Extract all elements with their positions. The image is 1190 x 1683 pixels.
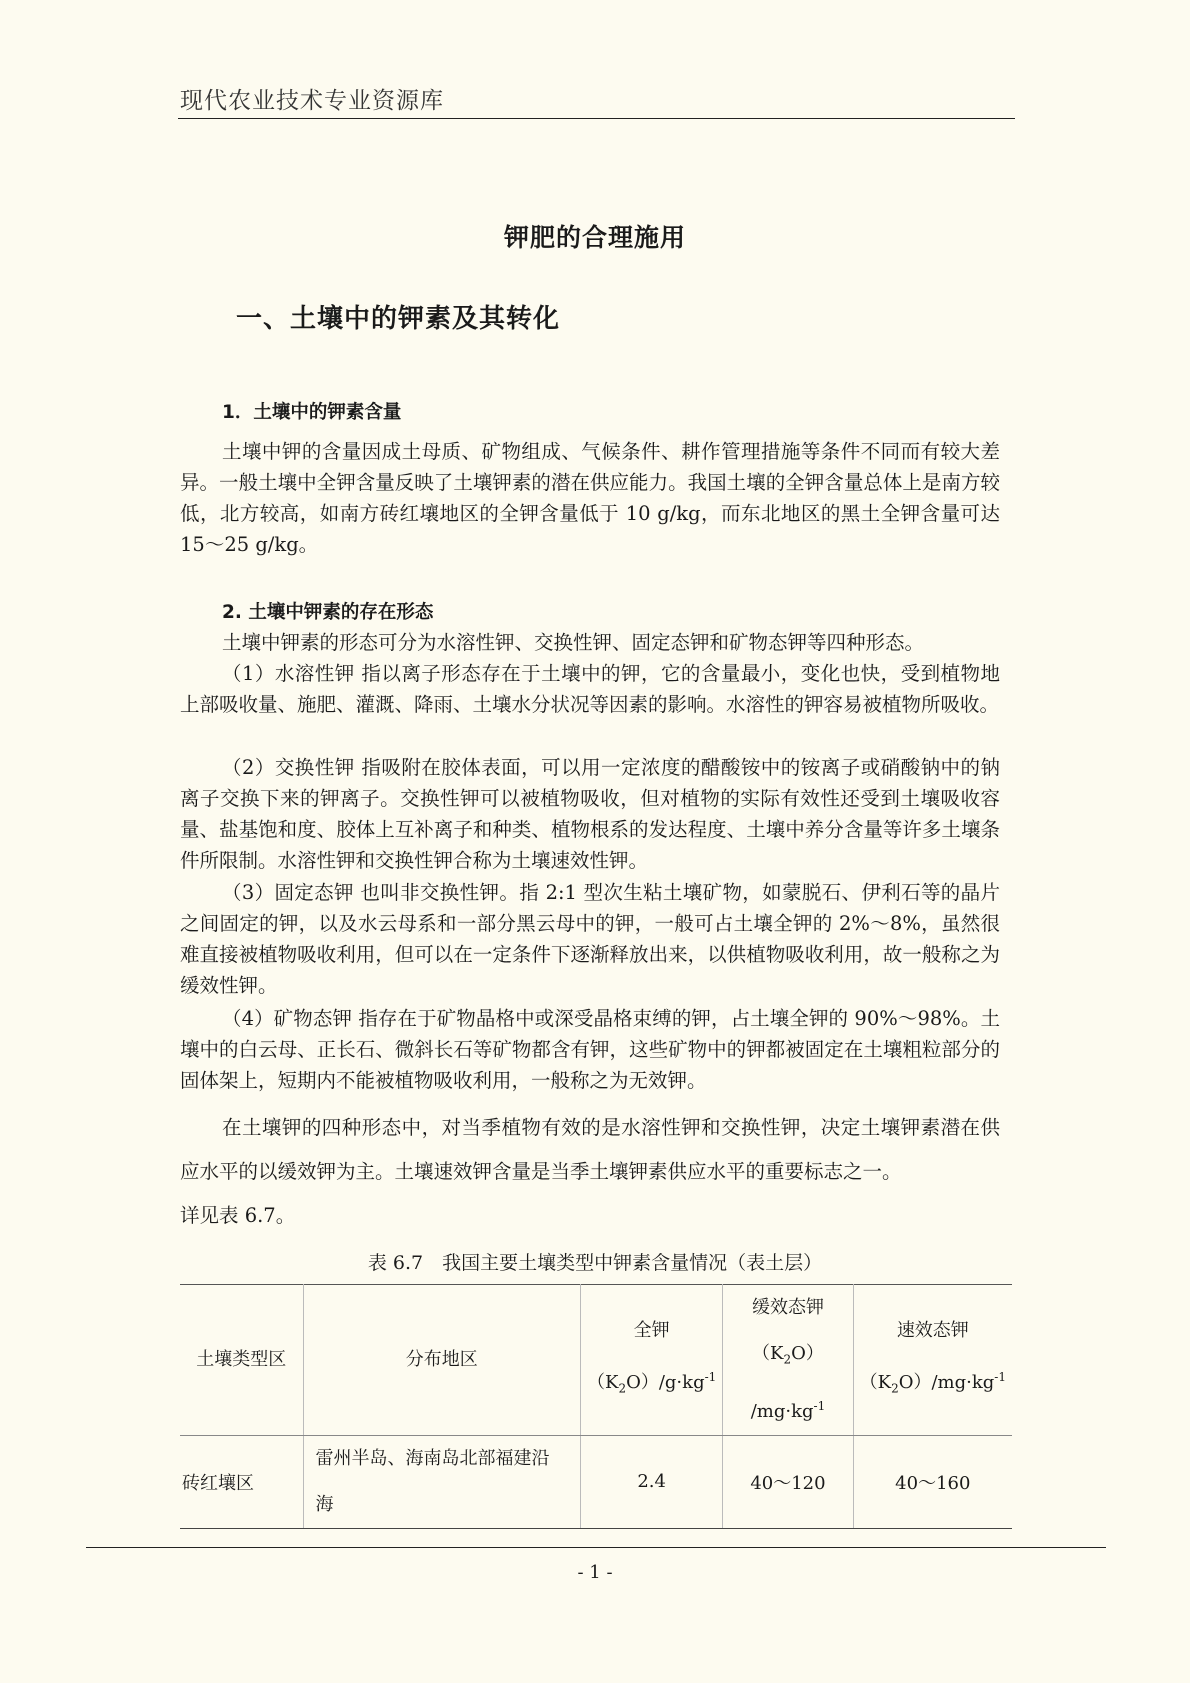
column-header-slow-k [723,1285,853,1436]
table-row [180,1435,1012,1528]
header-divider [178,118,1015,119]
paragraph: 详见表 6.7。 [180,1204,296,1227]
cell-fast-k: 40～160 [853,1435,1012,1528]
paragraph: （3）固定态钾 也叫非交换性钾。指 2:1 型次生粘土壤矿物，如蒙脱石、伊利石等的晶片之间固定的钾，以及水云母系和一部分黑云母中的钾，一般可占土壤全钾的 2%～8%，虽然很难直接被植物吸收利用，但可以在一定条件下逐渐释放出来，以供植物吸收利用，故一般称之为缓效性钾。 [180,881,1000,997]
table-caption: 表 6.7 我国主要土壤类型中钾素含量情况（表土层） [367,1252,823,1274]
page-number: - 1 - [577,1562,613,1583]
slow-k-unit: $(K_2O)$ [752,1343,824,1367]
total-k-label: 全钾 [633,1320,670,1341]
running-header: 现代农业技术专业资源库 [180,88,444,114]
section-heading: 一、土壤中的钾素及其转化 [236,304,561,334]
cell-slow-k: 40～120 [723,1435,853,1528]
subsection-heading-1: 1．土壤中的钾素含量 [222,402,402,423]
column-header-region: 分布地区 [303,1285,580,1436]
paragraph: 在土壤钾的四种形态中，对当季植物有效的是水溶性钾和交换性钾，决定土壤钾素潜在供应水平的以缓效钾为主。土壤速效钾含量是当季土壤钾素供应水平的重要标志之一。 [180,1116,1000,1183]
column-header-total-k [581,1285,723,1436]
cell-soil-type: 砖红壤区 [180,1435,303,1528]
cell-total-k: 2.4 [581,1435,723,1528]
fast-k-label: 速效态钾 [896,1320,969,1341]
fast-k-unit: $(K_2O)/mg\cdot kg^{-1}$ [859,1370,1006,1396]
subsection-heading-2: 2. 土壤中钾素的存在形态 [222,602,434,623]
paragraph: （1）水溶性钾 指以离子形态存在于土壤中的钾，它的含量最小，变化也快，受到植物地上部吸收量、施肥、灌溉、降雨、土壤水分状况等因素的影响。水溶性的钾容易被植物所吸收。 [180,662,1000,716]
paragraph: 土壤中钾的含量因成土母质、矿物组成、气候条件、耕作管理措施等条件不同而有较大差异。一般土壤中全钾含量反映了土壤钾素的潜在供应能力。我国土壤的全钾含量总体上是南方较低，北方较高，如南方砖红壤地区的全钾含量低于 10 g/kg，而东北地区的黑土全钾含量可达 15～25 g/kg。 [180,440,1000,556]
paragraph: （4）矿物态钾 指存在于矿物晶格中或深受晶格束缚的钾，占土壤全钾的 90%～98%。土壤中的白云母、正长石、微斜长石等矿物都含有钾，这些矿物中的钾都被固定在土壤粗粒部分的固体架上，短期内不能被植物吸收利用，一般称之为无效钾。 [180,1007,1000,1092]
page-title: 钾肥的合理施用 [503,223,686,252]
slow-k-unit-tail: $/mg\cdot kg^{-1}$ [750,1398,826,1422]
table-header-row [180,1285,1012,1436]
cell-region: 雷州半岛、海南岛北部福建沿 海 [303,1435,580,1528]
paragraph: （2）交换性钾 指吸附在胶体表面，可以用一定浓度的醋酸铵中的铵离子或硝酸钠中的钠离子交换下来的钾离子。交换性钾可以被植物吸收，但对植物的实际有效性还受到土壤吸收容量、盐基饱和度、胶体上互补离子和种类、植物根系的发达程度、土壤中养分含量等许多土壤条件所限制。水溶性钾和交换性钾合称为土壤速效性钾。 [180,756,1000,872]
footer-divider [86,1547,1106,1548]
column-header-fast-k [853,1285,1012,1436]
potassium-table [180,1284,1012,1529]
slow-k-label: 缓效态钾 [751,1297,824,1318]
column-header-soil-type: 土壤类型区 [180,1285,303,1436]
total-k-unit: $(K_2O)/g\cdot kg^{-1}$ [587,1370,717,1396]
paragraph: 土壤中钾素的形态可分为水溶性钾、交换性钾、固定态钾和矿物态钾等四种形态。 [222,631,925,654]
